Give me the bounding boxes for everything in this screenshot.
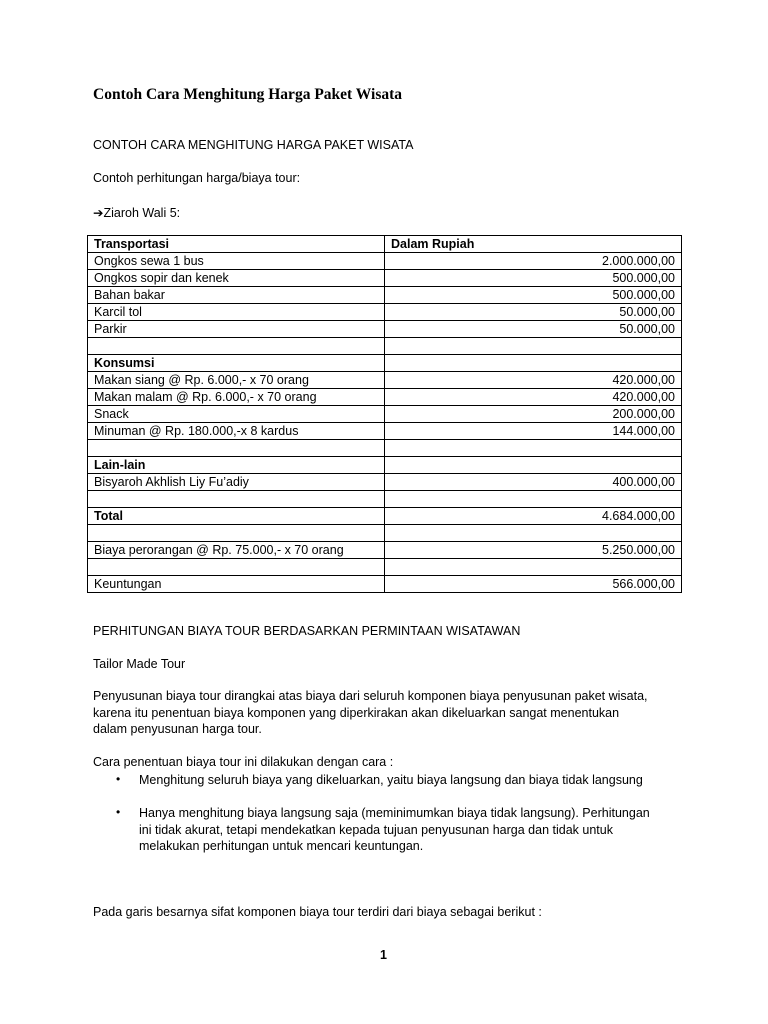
header-cell-item: Transportasi bbox=[88, 236, 385, 253]
table-row-empty bbox=[88, 338, 682, 355]
total-amount-cell: 4.684.000,00 bbox=[385, 508, 682, 525]
amount-cell: 50.000,00 bbox=[385, 304, 682, 321]
table-section-row bbox=[88, 355, 682, 372]
table-profit-row bbox=[88, 576, 682, 593]
table-row bbox=[88, 423, 682, 440]
table-row bbox=[88, 253, 682, 270]
table-row bbox=[88, 321, 682, 338]
arrow-icon: ➔ bbox=[93, 206, 104, 220]
amount-cell: 50.000,00 bbox=[385, 321, 682, 338]
item-cell bbox=[88, 338, 385, 355]
total-label-cell: Total bbox=[88, 508, 385, 525]
intro-text: Contoh perhitungan harga/biaya tour: bbox=[93, 171, 301, 185]
amount-cell: 500.000,00 bbox=[385, 287, 682, 304]
table-row-empty bbox=[88, 491, 682, 508]
table-row bbox=[88, 287, 682, 304]
amount-cell: 2.000.000,00 bbox=[385, 253, 682, 270]
bullet-2-line: Hanya menghitung biaya langsung saja (meminimumkan biaya tidak langsung). Perhitungan bbox=[139, 806, 650, 820]
item-cell: Makan malam @ Rp. 6.000,- x 70 orang bbox=[88, 389, 385, 406]
amount-cell: 5.250.000,00 bbox=[385, 542, 682, 559]
bullet-2-line: melakukan perhitungan untuk mencari keuntungan. bbox=[139, 839, 424, 853]
amount-cell bbox=[385, 338, 682, 355]
bullet-icon: • bbox=[116, 805, 121, 819]
paragraph-1-line: karena itu penentuan biaya komponen yang diperkirakan akan dikeluarkan sangat menentukan bbox=[93, 705, 620, 720]
section-cell: Konsumsi bbox=[88, 355, 385, 372]
item-cell: Bahan bakar bbox=[88, 287, 385, 304]
item-cell: Ongkos sopir dan kenek bbox=[88, 270, 385, 287]
item-cell: Snack bbox=[88, 406, 385, 423]
package-line bbox=[93, 205, 180, 220]
amount-cell bbox=[385, 457, 682, 474]
amount-cell bbox=[385, 559, 682, 576]
page-number: 1 bbox=[380, 948, 387, 962]
item-cell: Minuman @ Rp. 180.000,-x 8 kardus bbox=[88, 423, 385, 440]
heading-caps: CONTOH CARA MENGHITUNG HARGA PAKET WISATA bbox=[93, 138, 414, 152]
paragraph-1 bbox=[93, 688, 693, 738]
amount-cell: 420.000,00 bbox=[385, 389, 682, 406]
table-total-row bbox=[88, 508, 682, 525]
table-row bbox=[88, 372, 682, 389]
profit-amount-cell: 566.000,00 bbox=[385, 576, 682, 593]
item-cell: Karcil tol bbox=[88, 304, 385, 321]
table-row bbox=[88, 406, 682, 423]
table-row bbox=[88, 270, 682, 287]
amount-cell bbox=[385, 355, 682, 372]
amount-cell: 200.000,00 bbox=[385, 406, 682, 423]
paragraph-1-line: Penyusunan biaya tour dirangkai atas biaya dari seluruh komponen biaya penyusunan paket wisata, bbox=[93, 689, 648, 703]
item-cell bbox=[88, 440, 385, 457]
bullet-item-1: Menghitung seluruh biaya yang dikeluarkan, yaitu biaya langsung dan biaya tidak langsung bbox=[139, 773, 643, 787]
profit-label-cell: Keuntungan bbox=[88, 576, 385, 593]
paragraph-3: Pada garis besarnya sifat komponen biaya tour terdiri dari biaya sebagai berikut : bbox=[93, 905, 542, 919]
section2-subheading: Tailor Made Tour bbox=[93, 657, 186, 671]
item-cell: Biaya perorangan @ Rp. 75.000,- x 70 orang bbox=[88, 542, 385, 559]
section2-heading: PERHITUNGAN BIAYA TOUR BERDASARKAN PERMINTAAN WISATAWAN bbox=[93, 624, 521, 638]
table-header-row bbox=[88, 236, 682, 253]
section-cell: Lain-lain bbox=[88, 457, 385, 474]
amount-cell: 420.000,00 bbox=[385, 372, 682, 389]
table-row bbox=[88, 304, 682, 321]
item-cell: Parkir bbox=[88, 321, 385, 338]
bullet-2-line: ini tidak akurat, tetapi mendekatkan kepada tujuan penyusunan harga dan tidak untuk bbox=[139, 822, 613, 837]
amount-cell: 144.000,00 bbox=[385, 423, 682, 440]
table-row bbox=[88, 474, 682, 491]
amount-cell bbox=[385, 491, 682, 508]
item-cell: Ongkos sewa 1 bus bbox=[88, 253, 385, 270]
table-row-empty bbox=[88, 525, 682, 542]
item-cell bbox=[88, 559, 385, 576]
table-row bbox=[88, 389, 682, 406]
table-section-row bbox=[88, 457, 682, 474]
header-cell-amount: Dalam Rupiah bbox=[385, 236, 682, 253]
paragraph-2: Cara penentuan biaya tour ini dilakukan dengan cara : bbox=[93, 755, 394, 769]
table-row-empty bbox=[88, 559, 682, 576]
item-cell bbox=[88, 525, 385, 542]
cost-table bbox=[87, 235, 682, 593]
table-row bbox=[88, 542, 682, 559]
amount-cell bbox=[385, 440, 682, 457]
item-cell bbox=[88, 491, 385, 508]
item-cell: Makan siang @ Rp. 6.000,- x 70 orang bbox=[88, 372, 385, 389]
amount-cell: 400.000,00 bbox=[385, 474, 682, 491]
table-row-empty bbox=[88, 440, 682, 457]
paragraph-1-line: dalam penyusunan harga tour. bbox=[93, 722, 262, 736]
item-cell: Bisyaroh Akhlish Liy Fu’adiy bbox=[88, 474, 385, 491]
bullet-icon: • bbox=[116, 772, 121, 786]
amount-cell bbox=[385, 525, 682, 542]
document-title: Contoh Cara Menghitung Harga Paket Wisata bbox=[93, 86, 403, 103]
package-name: Ziaroh Wali 5: bbox=[103, 206, 181, 220]
amount-cell: 500.000,00 bbox=[385, 270, 682, 287]
bullet-item-2 bbox=[139, 805, 679, 855]
